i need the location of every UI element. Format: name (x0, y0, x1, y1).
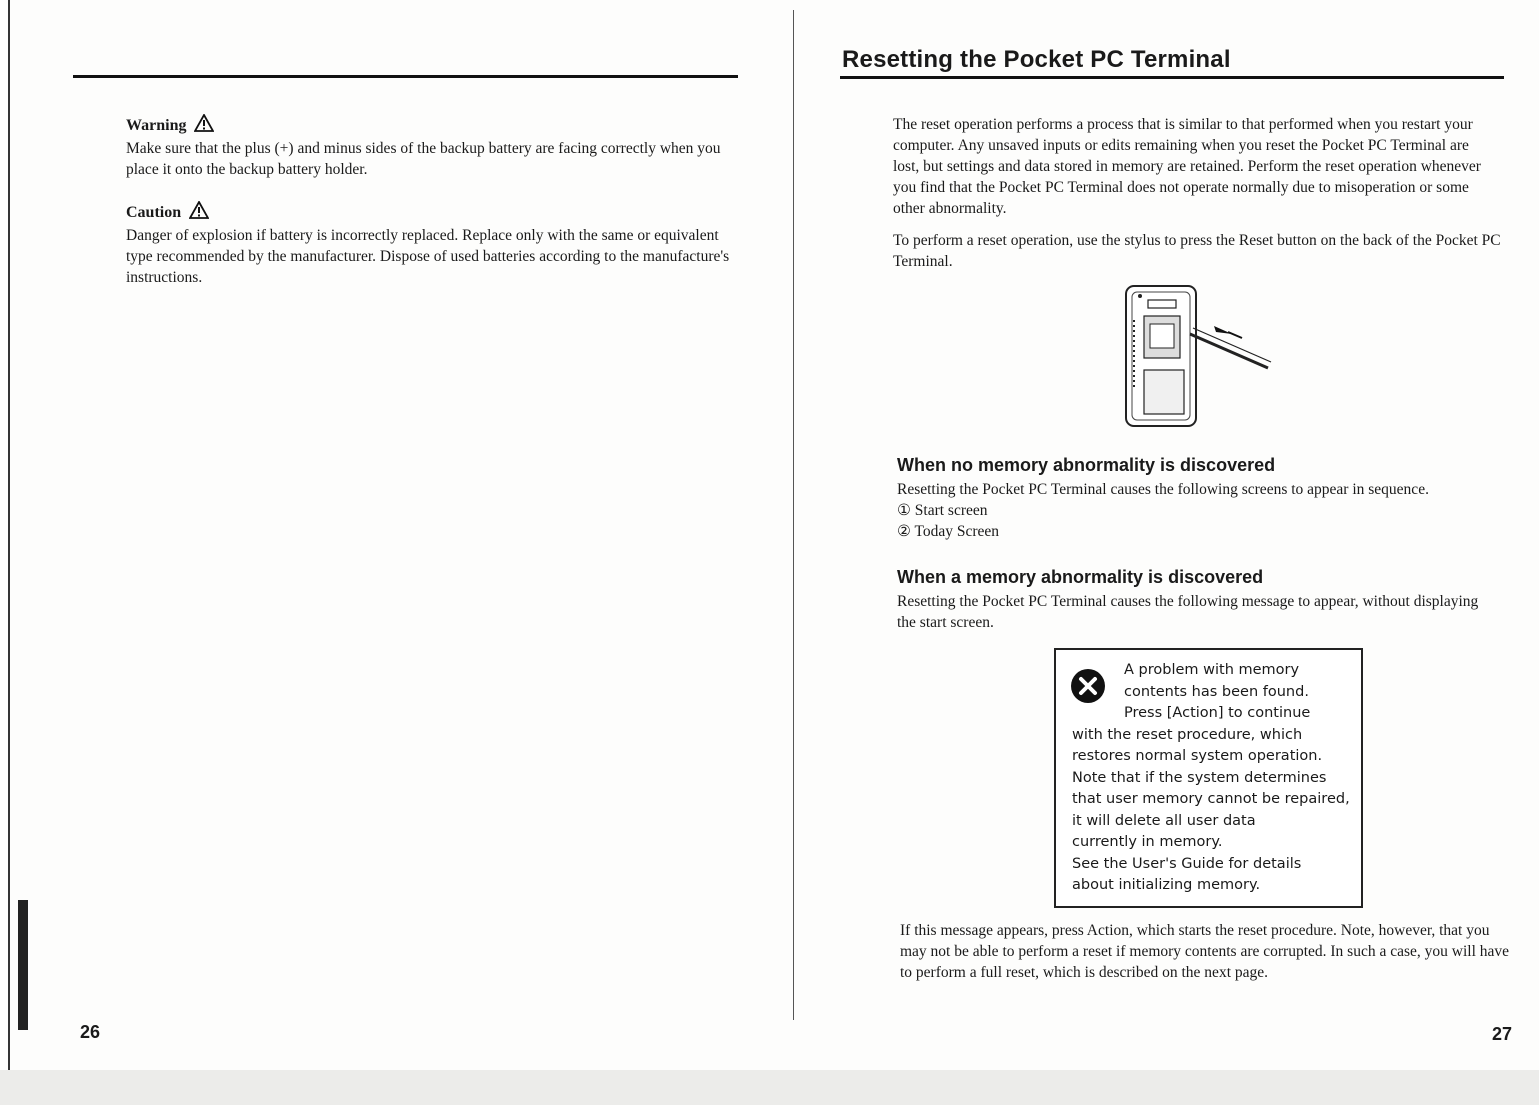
memory-error-message-box (1054, 648, 1363, 908)
message-line: currently in memory. (1072, 834, 1223, 850)
message-line: Press [Action] to continue (1124, 705, 1311, 721)
binding-edge (8, 0, 10, 1070)
message-line: restores normal system operation. (1072, 748, 1323, 764)
page-number-left: 26 (80, 1022, 101, 1042)
warning-block (126, 114, 746, 180)
warning-triangle-icon (189, 201, 209, 225)
message-text (1072, 660, 1357, 897)
intro-paragraph-2: To perform a reset operation, use the stylus to press the Reset button on the back of the Pocket PC Terminal. (893, 232, 1501, 270)
header-rule-left (73, 75, 738, 78)
binding-shadow (18, 900, 28, 1030)
message-line: about initializing memory. (1072, 877, 1261, 893)
scan-margin (0, 1070, 1539, 1105)
list-item: ② Today Screen (897, 523, 1000, 540)
no-abnormality-block (897, 479, 1517, 542)
page-number-right: 27 (1492, 1024, 1513, 1044)
message-line: it will delete all user data (1072, 812, 1256, 829)
message-line: that user memory cannot be repaired, (1072, 791, 1350, 807)
intro-paragraph-1: The reset operation performs a process that is similar to that performed when you restart your computer. Any unsaved inputs or edits remaining when you reset the Pocket PC Terminal are lost, but settings and data stored in memory are retained. Perform the reset operation whenever you find that the Pocket PC Terminal does not operate normally due to misoperation or some other abnormality. (893, 116, 1481, 217)
caution-block (126, 201, 746, 288)
caution-heading: Caution (126, 204, 182, 221)
page-title: Resetting the Pocket PC Terminal (842, 46, 1231, 73)
no-abnormality-text: Resetting the Pocket PC Terminal causes the following screens to appear in sequence. (897, 481, 1429, 498)
message-line: See the User's Guide for details (1072, 855, 1302, 872)
message-line: Note that if the system determines (1072, 769, 1327, 786)
heading-no-abnormality: When no memory abnormality is discovered (897, 455, 1276, 475)
header-rule-right (840, 76, 1504, 79)
warning-text: Make sure that the plus (+) and minus sides of the backup battery are facing correctly when you place it onto the backup battery holder. (126, 140, 721, 178)
page-gutter (793, 10, 794, 1020)
message-line: contents has been found. (1124, 683, 1309, 700)
abnormality-text: Resetting the Pocket PC Terminal causes the following message to appear, without displaying the start screen. (897, 593, 1479, 631)
message-line: A problem with memory (1124, 662, 1300, 678)
list-item: ① Start screen (897, 502, 988, 519)
caution-text: Danger of explosion if battery is incorrectly replaced. Replace only with the same or equivalent type recommended by the manufacturer. Dispose of used batteries according to the manufacture's instructions. (126, 227, 730, 286)
closing-paragraph: If this message appears, press Action, which starts the reset procedure. Note, however, that you may not be able to perform a reset if memory contents are corrupted. In such a case, you will have to perform a full reset, which is described on the next page. (900, 922, 1510, 981)
pocket-pc-back-illustration (1120, 280, 1280, 430)
message-line: with the reset procedure, which (1072, 726, 1303, 743)
warning-triangle-icon (194, 114, 214, 138)
heading-abnormality: When a memory abnormality is discovered (897, 567, 1264, 587)
warning-heading: Warning (126, 117, 187, 134)
